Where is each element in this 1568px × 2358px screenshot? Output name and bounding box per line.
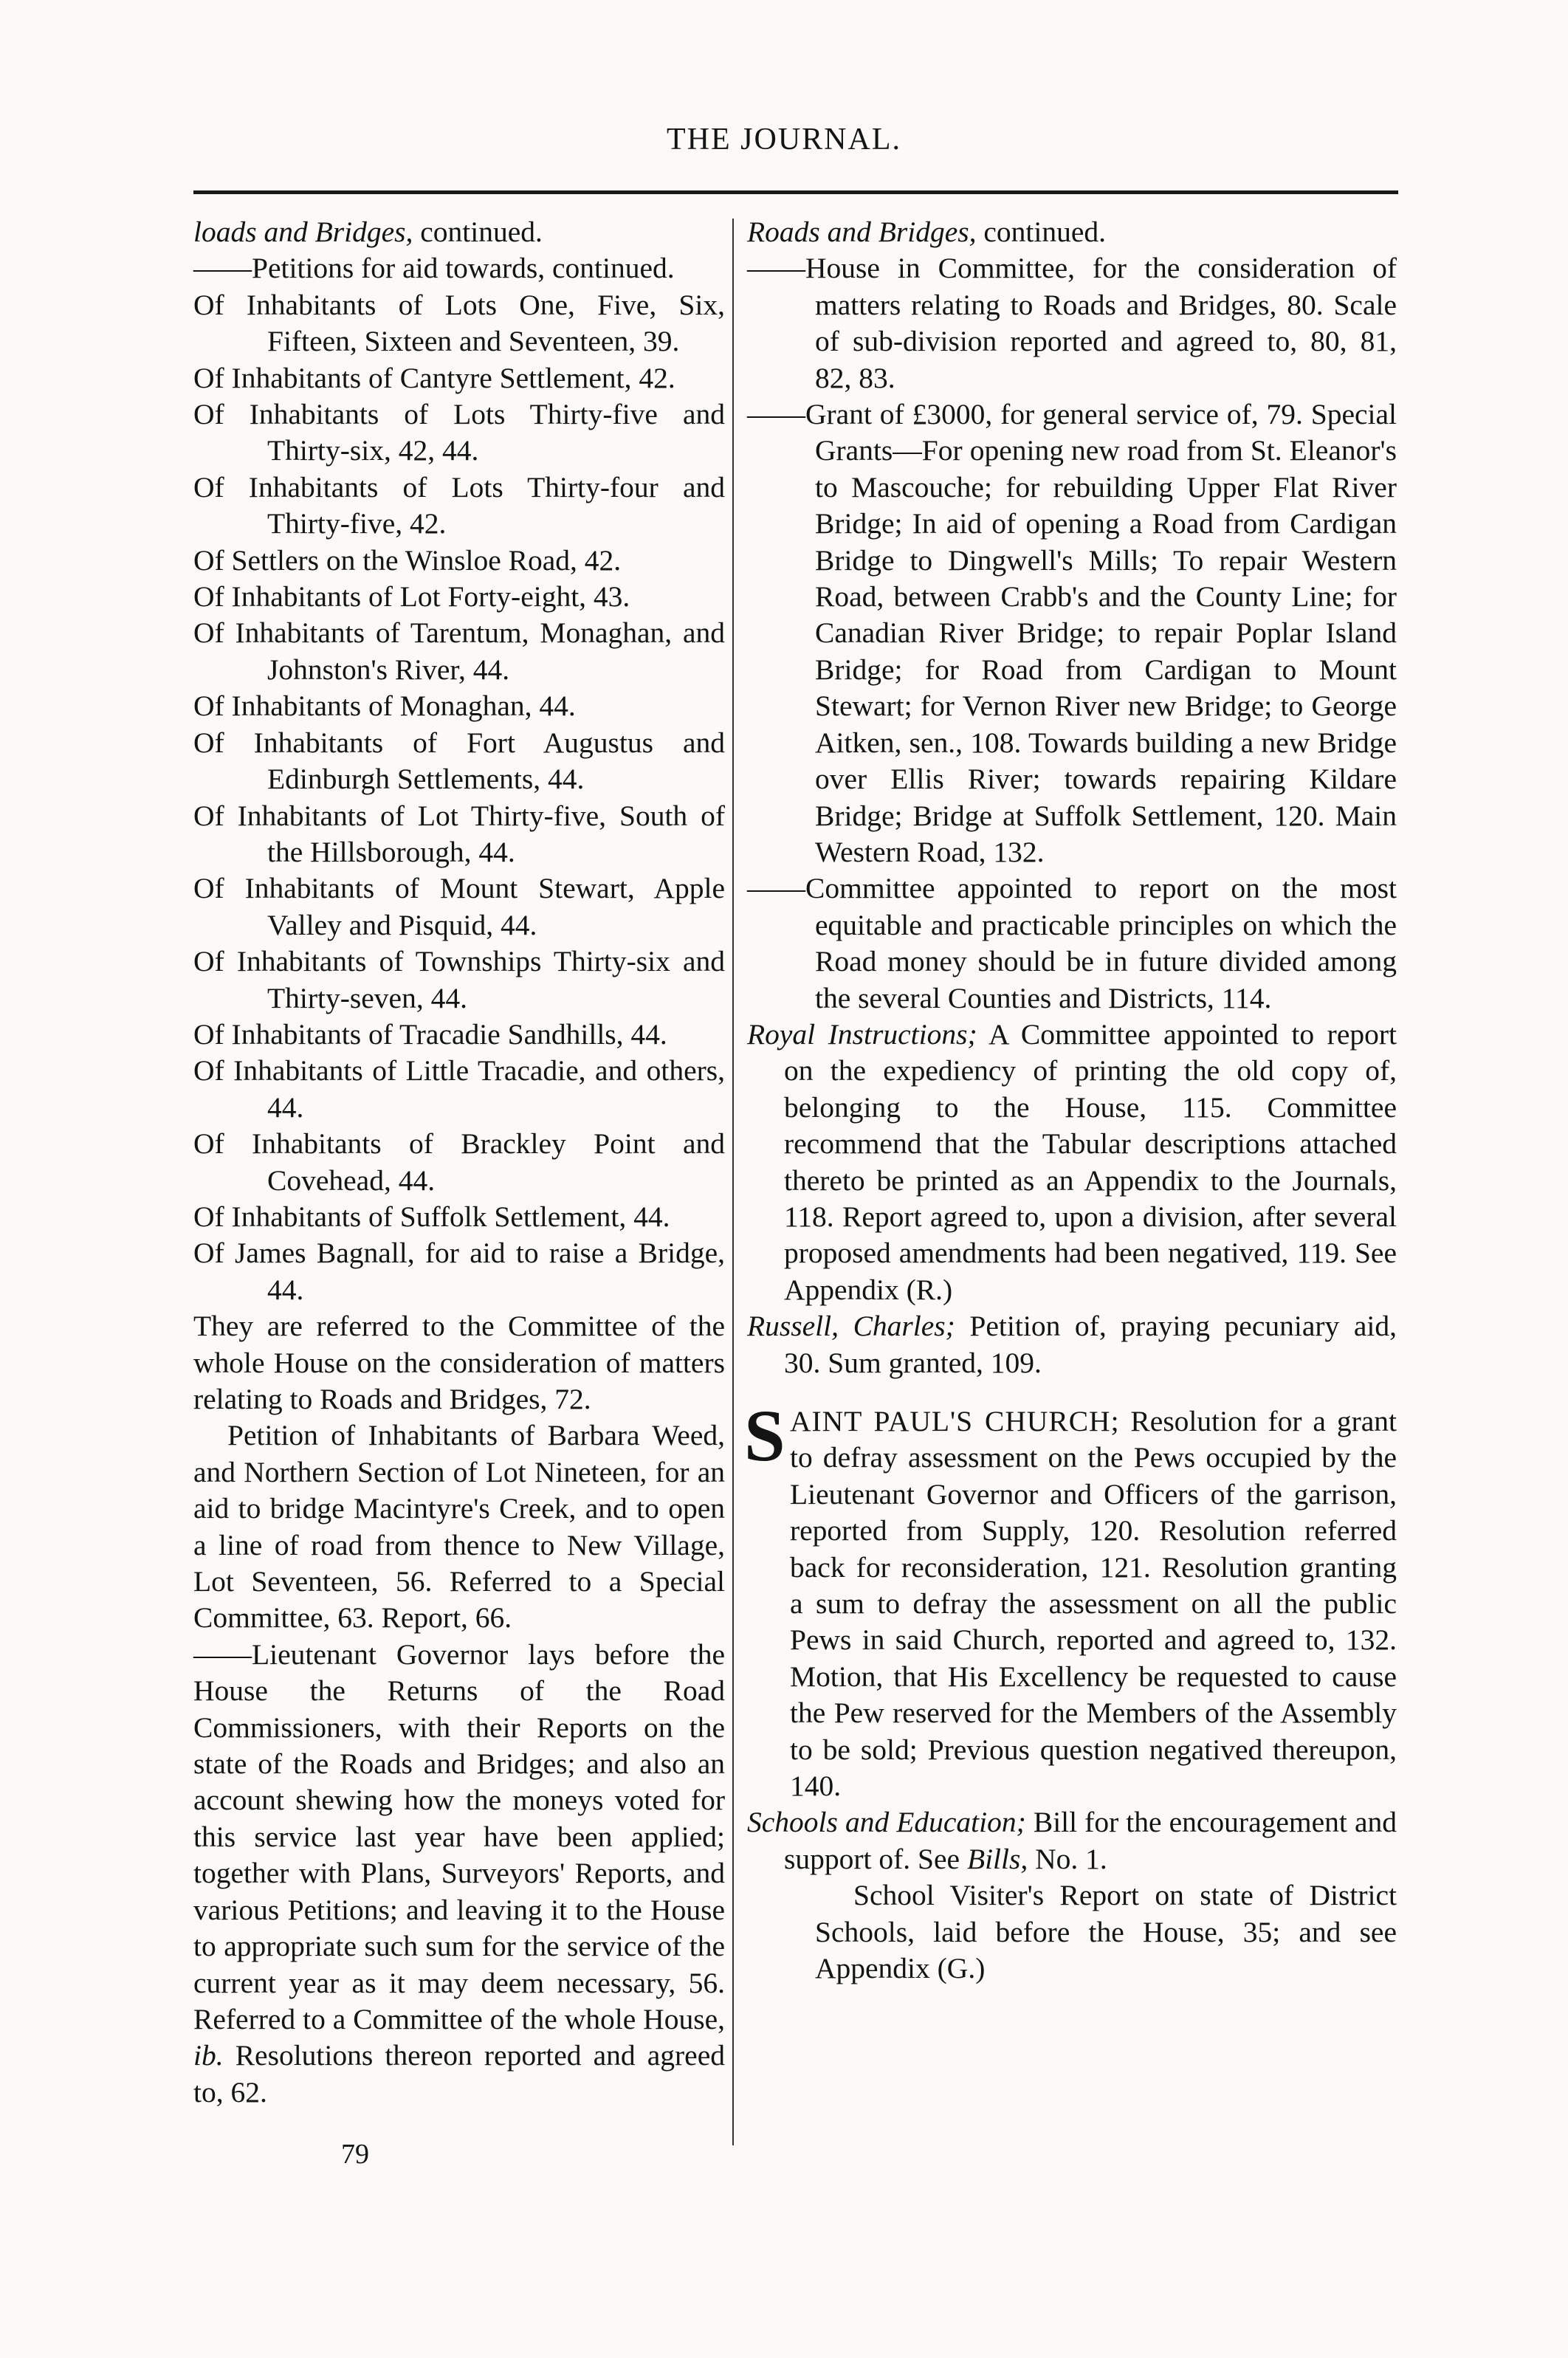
index-entry: School Visiter's Report on state of District Schools, laid before the House, 35; and see Appendix (G.) <box>815 1879 1397 1985</box>
index-paragraph <box>193 1637 725 2111</box>
index-entry <box>193 214 725 250</box>
index-entry: ——Grant of £3000, for general service of, 79. Special Grants—For opening new road from St. Eleanor's to Mascouche; for rebuilding Upper Flat River Bridge; In aid of opening a Road from Cardigan Bridge to Dingwell's Mills; To repair Western Road, between Crabb's and the County Line; for Canadian River Bridge; to repair Poplar Island Bridge; for Road from Cardigan to Mount Stewart; for Vernon River new Bridge; to George Aitken, sen., 108. Towards building a new Bridge over Ellis River; towards repairing Kildare Bridge; Bridge at Suffolk Settlement, 120. Main Western Road, 132. <box>747 398 1397 868</box>
index-entry: Of James Bagnall, for aid to raise a Bridge, 44. <box>193 1237 725 1306</box>
index-entry: ——Committee appointed to report on the most equitable and practicable principles on which the Road money should be in future divided among the several Counties and Districts, 114. <box>747 872 1397 1014</box>
index-entry: Of Inhabitants of Suffolk Settlement, 44. <box>193 1200 670 1233</box>
entry-text: Bill for the encouragement and support of. See <box>784 1806 1397 1875</box>
right-column <box>744 214 1397 1987</box>
index-entry: Of Inhabitants of Monaghan, 44. <box>193 690 576 723</box>
column-divider <box>732 219 734 2145</box>
index-paragraph: Petition of Inhabitants of Barbara Weed, and Northern Section of Lot Nineteen, for an aid to bridge Macintyre's Creek, and to open a line of road from thence to New Village, Lot Seventeen, 56. Referred to a Special Committee, 63. Report, 66. <box>193 1419 725 1635</box>
index-entry <box>744 1395 1397 1804</box>
index-entry: Of Inhabitants of Lots Thirty-four and Thirty-five, 42. <box>193 470 725 540</box>
drop-cap: S <box>744 1395 785 1477</box>
entry-heading: Schools and Education; <box>747 1806 1026 1839</box>
index-entry: Of Inhabitants of Cantyre Settlement, 42. <box>193 361 675 394</box>
index-entry <box>747 1308 1397 1381</box>
entry-text: Resolution for a grant to defray assessment on the Pews occupied by the Lieutenant Governor and Officers of the garrison, reported from Supply, 120. Resolution referred back for reconsideration, 121. Resolution granting a sum to defray the assessment on all the public Pews in said Church, reported and agreed to, 132. Motion, that His Excellency be requested to cause the Pew reserved for the Members of the Assembly to be sold; Previous question negatived thereupon, 140. <box>790 1405 1397 1803</box>
entry-heading: loads and Bridges, <box>193 216 413 248</box>
entry-text: continued. <box>413 216 543 248</box>
index-entry: Of Inhabitants of Lots One, Five, Six, Fifteen, Sixteen and Seventeen, 39. <box>193 288 725 358</box>
header-rule <box>193 190 1398 194</box>
index-entry: ——Petitions for aid towards, continued. <box>193 252 675 285</box>
entry-heading: Russell, Charles; <box>747 1310 955 1343</box>
index-entry <box>747 1804 1397 1877</box>
index-entry: Of Inhabitants of Little Tracadie, and others, 44. <box>193 1054 725 1124</box>
index-paragraph: They are referred to the Committee of the whole House on the consideration of matters relating to Roads and Bridges, 72. <box>193 1310 725 1415</box>
index-entry <box>747 214 1397 250</box>
index-entry: Of Inhabitants of Townships Thirty-six and Thirty-seven, 44. <box>193 945 725 1014</box>
entry-heading: AINT PAUL'S CHURCH; <box>790 1405 1120 1437</box>
entry-text: A Committee appointed to report on the expediency of printing the old copy of, belonging to the House, 115. Committee recommend that the Tabular descriptions attached thereto be printed as an Appendix to the Journals, 118. Report agreed to, upon a division, after several proposed amendments had been negatived, 119. See Appendix (R.) <box>784 1017 1397 1306</box>
index-entry: Of Inhabitants of Lot Forty-eight, 43. <box>193 580 630 613</box>
page-folio: 79 <box>341 2139 369 2170</box>
index-entry: Of Settlers on the Winsloe Road, 42. <box>193 543 622 577</box>
entry-text: ——Lieutenant Governor lays before the House the Returns of the Road Commissioners, with their Reports on the state of the Roads and Bridges; and also an account shewing how the moneys voted for this service last year have been applied; together with Plans, Surveyors' Reports, and various Petitions; and leaving it to the House to appropriate such sum for the service of the current year as it may deem necessary, 56. Referred to a Committee of the whole House, <box>193 1637 725 2035</box>
index-entry: Of Inhabitants of Tracadie Sandhills, 44. <box>193 1017 667 1051</box>
entry-abbrev: ib. <box>193 2039 224 2072</box>
entry-text: Petition of, praying pecuniary aid, 30. Sum granted, 109. <box>784 1310 1397 1379</box>
page-header: THE JOURNAL. <box>667 123 901 157</box>
entry-heading: Royal Instructions; <box>747 1017 977 1051</box>
index-entry <box>747 1017 1397 1308</box>
left-column <box>193 214 725 2111</box>
index-entry: Of Inhabitants of Brackley Point and Covehead, 44. <box>193 1127 725 1197</box>
entry-crossref: Bills, <box>966 1842 1028 1875</box>
entry-text: continued. <box>976 216 1107 248</box>
index-entry: ——House in Committee, for the consideration of matters relating to Roads and Bridges, 80. Scale of sub-division reported and agreed to, 80, 81, 82, 83. <box>747 252 1397 394</box>
entry-text: No. 1. <box>1028 1842 1107 1875</box>
index-entry: Of Inhabitants of Fort Augustus and Edinburgh Settlements, 44. <box>193 726 725 796</box>
entry-heading: Roads and Bridges, <box>747 216 977 248</box>
index-entry: Of Inhabitants of Mount Stewart, Apple Valley and Pisquid, 44. <box>193 872 725 941</box>
entry-text: Resolutions thereon reported and agreed to, 62. <box>193 2039 725 2108</box>
index-entry: Of Inhabitants of Lots Thirty-five and Thirty-six, 42, 44. <box>193 398 725 467</box>
index-entry: Of Inhabitants of Lot Thirty-five, South of the Hillsborough, 44. <box>193 799 725 868</box>
index-entry: Of Inhabitants of Tarentum, Monaghan, and Johnston's River, 44. <box>193 616 725 686</box>
